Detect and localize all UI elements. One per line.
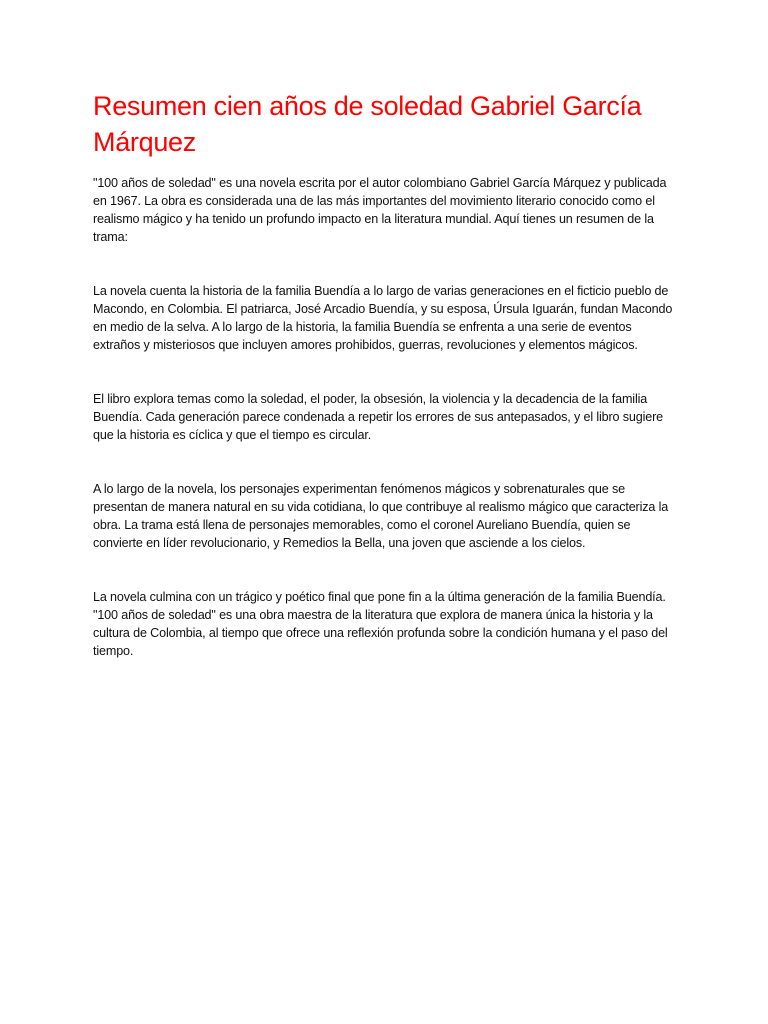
- document-content: [93, 88, 679, 660]
- themes-paragraph: El libro explora temas como la soledad, el poder, la obsesión, la violencia y la decadencia de la familia Buendía. Cada generación parece condenada a repetir los errores de sus antepasados, y el libro sugiere que la historia es cíclica y que el tiempo es circular.: [93, 392, 663, 442]
- conclusion-paragraph: La novela culmina con un trágico y poético final que pone fin a la última generación de la familia Buendía. "100 años de soledad" es una obra maestra de la literatura que explora de manera única la historia y la cultura de Colombia, al tiempo que ofrece una reflexión profunda sobre la condición humana y el paso del tiempo.: [93, 590, 668, 658]
- document-title: Resumen cien años de soledad Gabriel García Márquez: [93, 91, 642, 157]
- plot-paragraph: La novela cuenta la historia de la familia Buendía a lo largo de varias generaciones en el ficticio pueblo de Macondo, en Colombia. El patriarca, José Arcadio Buendía, y su esposa, Úrsula Iguarán, fundan Macondo en medio de la selva. A lo largo de la historia, la familia Buendía se enfrenta a una serie de eventos extraños y misteriosos que incluyen amores prohibidos, guerras, revoluciones y elementos mágicos.: [93, 284, 673, 352]
- intro-paragraph: "100 años de soledad" es una novela escrita por el autor colombiano Gabriel García Márquez y publicada en 1967. La obra es considerada una de las más importantes del movimiento literario conocido como el realismo mágico y ha tenido un profundo impacto en la literatura mundial. Aquí tienes un resumen de la trama:: [93, 176, 667, 244]
- magical-realism-paragraph: A lo largo de la novela, los personajes experimentan fenómenos mágicos y sobrenaturales que se presentan de manera natural en su vida cotidiana, lo que contribuye al realismo mágico que caracteriza la obra. La trama está llena de personajes memorables, como el coronel Aureliano Buendía, quien se convierte en líder revolucionario, y Remedios la Bella, una joven que asciende a los cielos.: [93, 482, 669, 550]
